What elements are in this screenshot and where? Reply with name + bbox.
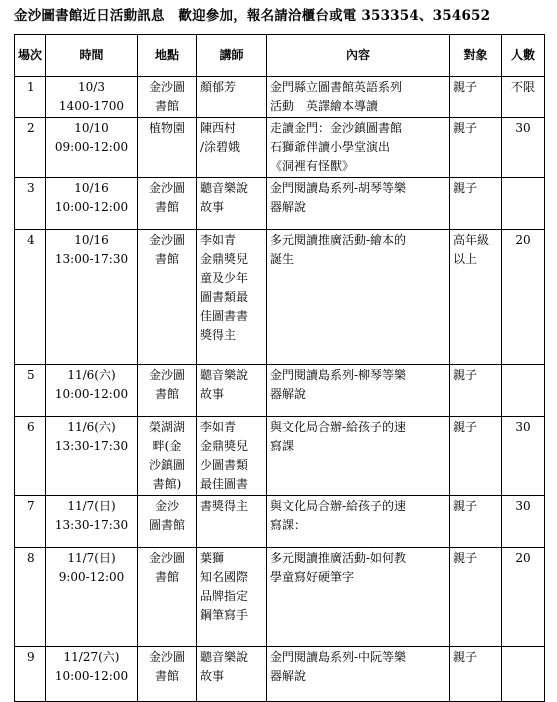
cell-audience-text: 親子 (453, 551, 478, 565)
cell-lecturer (197, 647, 267, 702)
cell-session (15, 365, 46, 417)
cell-content-text: 與文化局合辦-給孩子的速 寫課 (270, 420, 407, 453)
cell-time (46, 77, 138, 118)
cell-content (267, 548, 450, 647)
table-row (15, 77, 545, 118)
cell-count (502, 230, 545, 365)
cell-lecturer (197, 118, 267, 178)
cell-time-text: 11/7(日) 9:00-12:00 (58, 551, 125, 584)
cell-count (502, 178, 545, 230)
cell-place-text: 金沙 圖書館 (148, 499, 185, 532)
cell-audience-text: 親子 (453, 80, 478, 94)
cell-session-text: 3 (27, 181, 35, 195)
cell-session-text: 9 (27, 650, 35, 664)
cell-content-text: 金門閱讀島系列-中阮等樂 器解說 (270, 650, 407, 683)
table-row (15, 178, 545, 230)
cell-place (138, 77, 197, 118)
cell-content-text: 金門縣立圖書館英語系列 活動 英譯繪本導讀 (270, 80, 403, 113)
cell-audience (450, 647, 502, 702)
header-audience: 對象 (450, 35, 502, 77)
cell-content-text: 多元閱讀推廣活動-繪本的 誕生 (270, 233, 407, 266)
cell-lecturer-text: 李如青 金鼎獎兒 少圖書類 最佳圖書 (200, 420, 249, 491)
cell-content-text: 金門閱讀島系列-胡琴等樂 器解說 (270, 181, 407, 214)
cell-content (267, 647, 450, 702)
cell-lecturer-text: 書獎得主 (200, 499, 249, 513)
cell-time (46, 496, 138, 548)
cell-content (267, 118, 450, 178)
cell-content-text: 走讀金門：金沙鎮圖書館 石獅爺伴讀小學堂演出 《洞裡有怪獸》 (270, 121, 403, 173)
cell-time-text: 11/6(六) 13:30-17:30 (54, 420, 129, 453)
cell-session-text: 5 (27, 368, 35, 382)
cell-audience-text: 親子 (453, 650, 478, 664)
cell-count (502, 548, 545, 647)
cell-count (502, 496, 545, 548)
cell-content-text: 金門閱讀島系列-柳琴等樂 器解說 (270, 368, 407, 401)
cell-place-text: 金沙圖 書館 (148, 233, 185, 266)
cell-session-text: 2 (27, 121, 35, 135)
cell-time-text: 11/7(日) 13:30-17:30 (54, 499, 129, 532)
cell-lecturer (197, 178, 267, 230)
cell-place-text: 金沙圖 書館 (148, 181, 185, 214)
cell-place-text: 金沙圖 書館 (148, 80, 185, 113)
cell-time-text: 11/27(六) 10:00-12:00 (54, 650, 129, 683)
cell-count (502, 77, 545, 118)
cell-audience (450, 365, 502, 417)
cell-content (267, 178, 450, 230)
cell-time-text: 10/3 1400-1700 (58, 80, 125, 113)
cell-place-text: 植物園 (148, 121, 185, 135)
cell-session (15, 496, 46, 548)
cell-place-text: 金沙圖 書館 (148, 368, 185, 401)
header-session: 場次 (15, 35, 46, 77)
cell-count-text: 不限 (510, 80, 535, 94)
cell-time (46, 365, 138, 417)
table-row (15, 417, 545, 496)
cell-place (138, 365, 197, 417)
cell-lecturer-text: 聽音樂說 故事 (200, 650, 249, 683)
cell-audience-text: 高年級 以上 (453, 233, 490, 266)
table-row (15, 548, 545, 647)
table-row (15, 118, 545, 178)
cell-session-text: 6 (27, 420, 35, 434)
cell-time (46, 118, 138, 178)
table-row (15, 230, 545, 365)
cell-count-text: 20 (515, 233, 531, 247)
cell-count (502, 417, 545, 496)
cell-session (15, 548, 46, 647)
header-time: 時間 (46, 35, 138, 77)
cell-session (15, 77, 46, 118)
table-row (15, 365, 545, 417)
header-count: 人數 (502, 35, 545, 77)
cell-session-text: 1 (27, 80, 35, 94)
cell-content (267, 77, 450, 118)
cell-lecturer-text: 葉獅 知名國際 品牌指定 鋼筆寫手 (200, 551, 249, 622)
cell-content-text: 與文化局合辦-給孩子的速 寫課： (270, 499, 407, 532)
cell-count-text: 20 (515, 551, 531, 565)
table-row (15, 496, 545, 548)
cell-place (138, 118, 197, 178)
cell-time (46, 230, 138, 365)
cell-time (46, 548, 138, 647)
cell-session-text: 8 (27, 551, 35, 565)
cell-place (138, 417, 197, 496)
cell-place (138, 496, 197, 548)
cell-audience (450, 417, 502, 496)
header-row (15, 35, 545, 77)
cell-lecturer (197, 496, 267, 548)
table-row (15, 647, 545, 702)
cell-lecturer (197, 230, 267, 365)
cell-session (15, 230, 46, 365)
cell-audience (450, 496, 502, 548)
cell-audience (450, 230, 502, 365)
cell-lecturer-text: 李如青 金鼎獎兒 童及少年 圖書類最 佳圖書書 獎得主 (200, 233, 249, 342)
cell-lecturer-text: 聽音樂說 故事 (200, 181, 249, 214)
cell-count (502, 647, 545, 702)
cell-audience-text: 親子 (453, 499, 478, 513)
cell-session-text: 7 (27, 499, 35, 513)
cell-place (138, 230, 197, 365)
cell-content (267, 230, 450, 365)
cell-lecturer (197, 365, 267, 417)
cell-time-text: 10/10 09:00-12:00 (54, 121, 129, 154)
cell-count (502, 365, 545, 417)
cell-place (138, 178, 197, 230)
cell-place (138, 548, 197, 647)
cell-lecturer-text: 陳西村 /涂碧娥 (200, 121, 241, 154)
cell-content (267, 365, 450, 417)
cell-place-text: 金沙圖 書館 (148, 650, 185, 683)
cell-time-text: 10/16 13:00-17:30 (54, 233, 129, 266)
cell-audience (450, 178, 502, 230)
cell-session (15, 647, 46, 702)
cell-place-text: 金沙圖 書館 (148, 551, 185, 584)
cell-place (138, 647, 197, 702)
header-lecturer: 講師 (197, 35, 267, 77)
cell-content-text: 多元閱讀推廣活動-如何教 學童寫好硬筆字 (270, 551, 407, 584)
page-title: 金沙圖書館近日活動訊息 歡迎參加，報名請洽櫃台或電 353354、354652 (14, 8, 491, 24)
cell-session (15, 417, 46, 496)
cell-audience (450, 77, 502, 118)
cell-audience (450, 548, 502, 647)
cell-lecturer-text: 顏郁芳 (200, 80, 237, 94)
cell-time-text: 11/6(六) 10:00-12:00 (54, 368, 129, 401)
cell-audience-text: 親子 (453, 368, 478, 382)
header-content: 內容 (267, 35, 450, 77)
cell-count-text: 30 (515, 121, 531, 135)
cell-audience-text: 親子 (453, 420, 478, 434)
header-place: 地點 (138, 35, 197, 77)
cell-session-text: 4 (27, 233, 35, 247)
cell-place-text: 榮湖湖 畔(金 沙鎮圖 書館) (148, 420, 185, 491)
cell-count-text: 30 (515, 499, 531, 513)
cell-lecturer (197, 417, 267, 496)
cell-content (267, 417, 450, 496)
cell-lecturer (197, 548, 267, 647)
cell-count-text: 30 (515, 420, 531, 434)
cell-session (15, 118, 46, 178)
cell-audience (450, 118, 502, 178)
cell-lecturer (197, 77, 267, 118)
cell-time (46, 178, 138, 230)
activity-table (14, 34, 545, 702)
cell-time-text: 10/16 10:00-12:00 (54, 181, 129, 214)
cell-content (267, 496, 450, 548)
cell-session (15, 178, 46, 230)
cell-time (46, 647, 138, 702)
cell-audience-text: 親子 (453, 121, 478, 135)
cell-lecturer-text: 聽音樂說 故事 (200, 368, 249, 401)
cell-count (502, 118, 545, 178)
cell-time (46, 417, 138, 496)
cell-audience-text: 親子 (453, 181, 478, 195)
